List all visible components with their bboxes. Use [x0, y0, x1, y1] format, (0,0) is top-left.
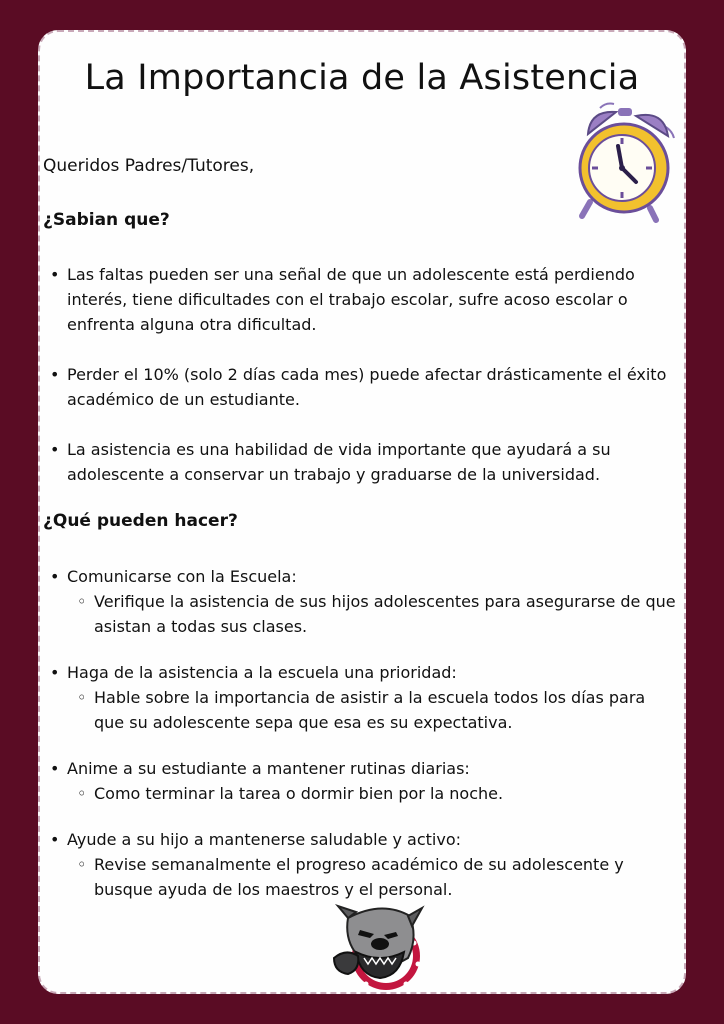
- did-you-know-list: [40, 262, 679, 487]
- what-can-you-do-list: [40, 564, 679, 902]
- list-item: • La asistencia es una habilidad de vida importante que ayudará a su adolescente a conservar un trabajo y graduarse de la universidad.: [67, 437, 679, 487]
- list-item: [67, 660, 679, 735]
- greeting: Queridos Padres/Tutores,: [43, 156, 255, 176]
- list-item-label: Anime a su estudiante a mantener rutinas diarias:: [67, 759, 470, 778]
- list-item-label: Comunicarse con la Escuela:: [67, 567, 297, 586]
- section-heading-did-you-know: ¿Sabian que?: [43, 210, 170, 230]
- section-heading-what-can-you-do: ¿Qué pueden hacer?: [43, 511, 238, 531]
- list-item: • Perder el 10% (solo 2 días cada mes) puede afectar drásticamente el éxito académico de un estudiante.: [67, 362, 679, 412]
- sub-list-item: ◦ Como terminar la tarea o dormir bien por la noche.: [94, 781, 679, 806]
- list-item-label: Haga de la asistencia a la escuela una prioridad:: [67, 663, 457, 682]
- alarm-clock-icon: [560, 98, 690, 228]
- list-item: [67, 564, 679, 639]
- bulldog-mascot-icon: [326, 898, 436, 998]
- list-item-label: Ayude a su hijo a mantenerse saludable y activo:: [67, 830, 462, 849]
- flyer-card: [38, 30, 686, 994]
- list-item: • Las faltas pueden ser una señal de que un adolescente está perdiendo interés, tiene dificultades con el trabajo escolar, sufre acoso escolar o enfrenta alguna otra dificultad.: [67, 262, 679, 337]
- list-item: [67, 827, 679, 902]
- list-item: [67, 756, 679, 806]
- sub-list-item: ◦ Verifique la asistencia de sus hijos adolescentes para asegurarse de que asistan a todas sus clases.: [94, 589, 679, 639]
- sub-list-item: ◦ Revise semanalmente el progreso académico de su adolescente y busque ayuda de los maestros y el personal.: [94, 852, 679, 902]
- page-title: La Importancia de la Asistencia: [84, 58, 640, 98]
- sub-list-item: ◦ Hable sobre la importancia de asistir a la escuela todos los días para que su adolescente sepa que esa es su expectativa.: [94, 685, 679, 735]
